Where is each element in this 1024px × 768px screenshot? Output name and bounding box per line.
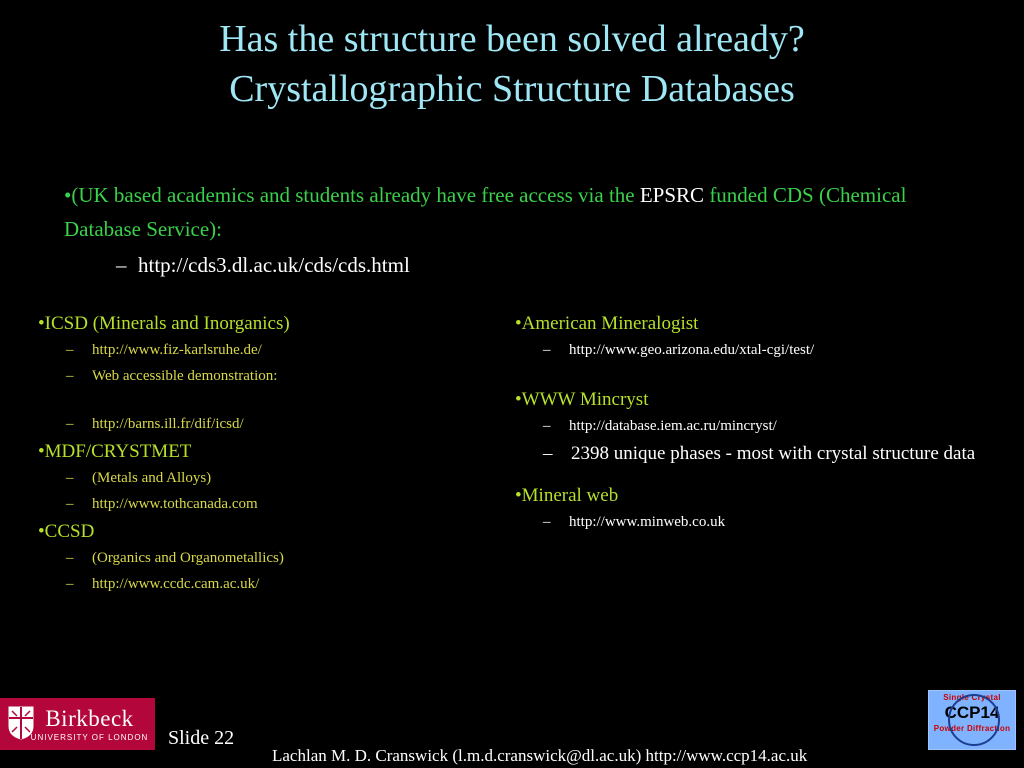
dash-icon: – <box>543 443 553 464</box>
intro-highlight: EPSRC <box>639 183 705 207</box>
bullet-icon: • <box>38 521 45 542</box>
list-item-label: CCSD <box>44 521 95 542</box>
title-line-1: Has the structure been solved already? <box>219 18 805 60</box>
ccp14-logo <box>928 690 1016 750</box>
birkbeck-logo <box>0 698 155 750</box>
list-item-label: (Metals and Alloys) <box>92 470 212 486</box>
list-gap <box>515 468 1010 482</box>
list-item <box>66 492 508 517</box>
list-item-label: 2398 unique phases - most with crystal structure data <box>571 443 976 464</box>
dash-icon: – <box>66 416 74 432</box>
intro-bullet <box>64 178 964 246</box>
dash-icon: – <box>66 576 74 592</box>
list-item <box>66 546 508 571</box>
dash-icon: – <box>543 514 551 530</box>
list-item-label: MDF/CRYSTMET <box>44 441 192 462</box>
intro-sub-link: http://cds3.dl.ac.uk/cds/cds.html <box>138 253 410 277</box>
intro-text-pre: (UK based academics and students already have free access via the <box>71 183 640 207</box>
shield-icon <box>8 706 34 740</box>
title-line-2: Crystallographic Structure Databases <box>229 68 795 110</box>
intro-text-post: funded CDS (Chemical Database Service): <box>64 183 907 241</box>
intro-block <box>64 178 964 280</box>
list-item-label: American Mineralogist <box>521 313 699 334</box>
list-item <box>543 414 1010 439</box>
list-gap <box>515 364 1010 386</box>
dash-icon: – <box>66 496 74 512</box>
page-title <box>0 14 1024 114</box>
list-item <box>543 338 1010 363</box>
list-item-label: http://www.fiz-karlsruhe.de/ <box>92 342 262 358</box>
birkbeck-subtitle: UNIVERSITY OF LONDON <box>30 732 149 742</box>
dash-icon: – <box>543 342 551 358</box>
bullet-icon: • <box>515 485 522 506</box>
list-item <box>515 310 1010 337</box>
list-item <box>66 412 508 437</box>
list-gap <box>38 390 508 412</box>
list-item-label: ICSD (Minerals and Inorganics) <box>44 313 290 334</box>
dash-icon: – <box>543 418 551 434</box>
list-item-label: WWW Mincryst <box>521 389 649 410</box>
list-item-label: http://www.geo.arizona.edu/xtal-cgi/test/ <box>569 342 815 358</box>
list-item-label: (Organics and Organometallics) <box>92 550 284 566</box>
list-item <box>543 510 1010 535</box>
right-column <box>515 310 1010 536</box>
footer-credit: Lachlan M. D. Cranswick (l.m.d.cranswick@dl.ac.uk) http://www.ccp14.ac.uk <box>272 746 808 765</box>
intro-sub-item <box>116 250 964 280</box>
list-item-label: http://www.ccdc.cam.ac.uk/ <box>92 576 260 592</box>
bullet-icon: • <box>38 313 45 334</box>
bullet-icon: • <box>38 441 45 462</box>
list-item-label: http://www.tothcanada.com <box>92 496 258 512</box>
list-item <box>66 572 508 597</box>
ccp14-main-label: CCP14 <box>944 703 1000 722</box>
dash-icon: – <box>66 342 74 358</box>
list-item <box>66 364 508 389</box>
dash-icon: – <box>66 550 74 566</box>
list-item <box>515 386 1010 413</box>
list-item <box>38 310 508 337</box>
dash-icon: – <box>66 470 74 486</box>
birkbeck-name: Birkbeck <box>45 705 134 731</box>
ccp14-top-label: Single Crystal <box>943 693 1001 702</box>
dash-icon: – <box>116 253 127 277</box>
list-item <box>38 438 508 465</box>
list-item <box>515 482 1010 509</box>
bullet-icon: • <box>515 389 522 410</box>
dash-icon: – <box>66 368 74 384</box>
ccp14-bottom-label: Powder Diffraction <box>933 724 1011 733</box>
list-item-label: http://database.iem.ac.ru/mincryst/ <box>569 418 777 434</box>
list-item-label: http://barns.ill.fr/dif/icsd/ <box>92 416 244 432</box>
list-item <box>66 466 508 491</box>
left-column <box>38 310 508 598</box>
bullet-icon: • <box>515 313 522 334</box>
list-item <box>543 440 1010 467</box>
list-item <box>38 518 508 545</box>
list-item-label: Web accessible demonstration: <box>92 368 278 384</box>
list-item-label: Mineral web <box>521 485 619 506</box>
slide-number: Slide 22 <box>168 727 235 749</box>
list-item <box>66 338 508 363</box>
bullet-icon: • <box>64 183 72 207</box>
list-item-label: http://www.minweb.co.uk <box>569 514 726 530</box>
